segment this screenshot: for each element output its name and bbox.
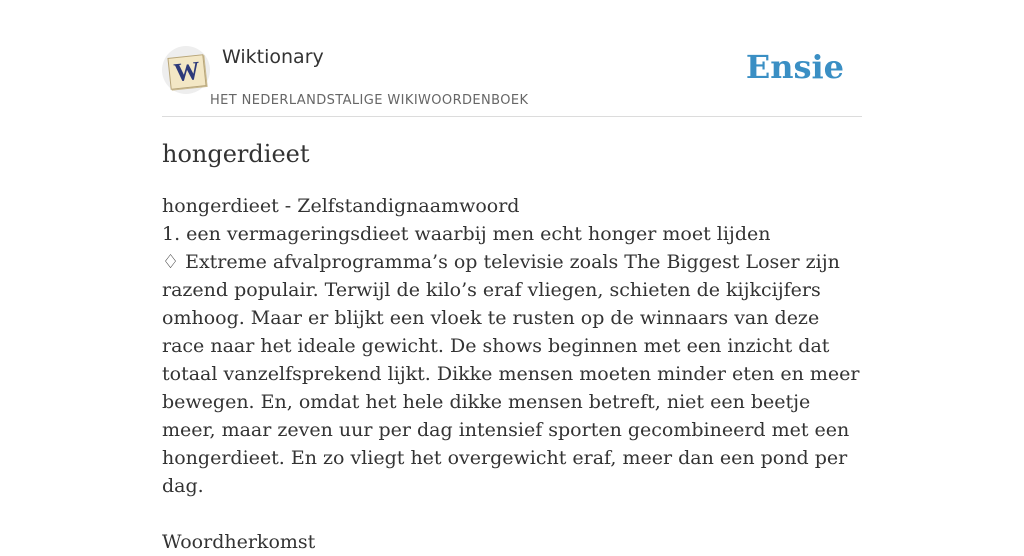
site-tagline: HET NEDERLANDSTALIGE WIKIWOORDENBOEK <box>210 93 529 108</box>
etymology-heading: Woordherkomst <box>162 531 316 553</box>
definition-text: 1. een vermageringsdieet waarbij men echt honger moet lijden <box>162 223 771 245</box>
example-text: ♢ Extreme afvalprogramma’s op televisie zoals The Biggest Loser zijn razend populair. Terwijl de kilo’s eraf vliegen, schieten de kijkcijfers omhoog. Maar er blijkt een vloek te rusten op de winnaars van deze race naar het ideale gewicht. De shows beginnen met een inzicht dat totaal vanzelfsprekend lijkt. Dikke mensen moeten minder eten en meer bewegen. En, omdat het hele dikke mensen betreft, niet een beetje meer, maar zeven uur per dag intensief sporten gecombineerd met een hongerdieet. En zo vliegt het overgewicht eraf, meer dan een pond per dag. <box>162 251 860 497</box>
main-content <box>162 136 862 556</box>
page-title: hongerdieet <box>162 140 310 168</box>
wiktionary-logo[interactable] <box>162 46 210 94</box>
definition-entry <box>162 192 862 500</box>
ensie-brand-link[interactable]: Ensie <box>745 48 844 86</box>
logo-tile-icon: W <box>167 54 206 90</box>
site-header <box>162 40 862 117</box>
site-name[interactable]: Wiktionary <box>222 46 324 68</box>
entry-heading: hongerdieet - Zelfstandignaamwoord <box>162 195 520 217</box>
